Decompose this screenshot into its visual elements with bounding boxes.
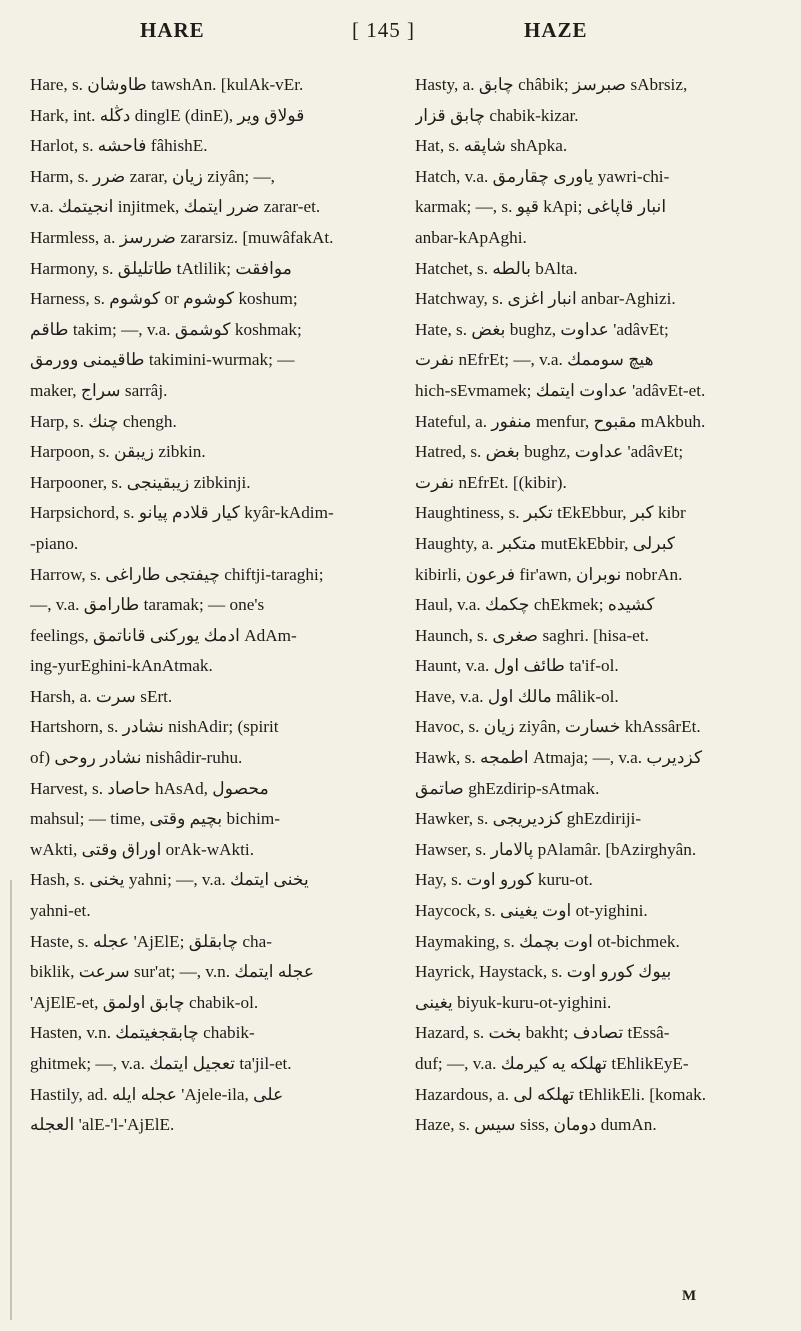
left-column (30, 70, 380, 1141)
dictionary-line: Haul, v.a. ﭼﻜﻤﻚ chEkmek; ﻛﺸﻴﺪﻩ (415, 595, 655, 615)
dictionary-line: wAkti, ﺍﻭﺭﺍﻕ ﻭﻗﺘﻰ orAk-wAkti. (30, 839, 254, 859)
dictionary-line: ﺍﻟﻌﺠﻠﻪ 'alE-'l-'AjElE. (30, 1115, 175, 1135)
dictionary-line: Hay, s. ﻛﻮﺭﻭ ﺍﻭﺕ kuru-ot. (415, 870, 593, 890)
dictionary-line: hich-sEvmamek; ﻋﺪﺍﻭﺕ ﺍﻳﺘﻤﻚ 'adâvEt-et. (415, 380, 706, 400)
dictionary-line: Hatchet, s. ﺑﺎﻟﻄﻪ bAlta. (415, 258, 578, 278)
dictionary-line: ﻃﺎﻗﻢ takim; —, v.a. ﻛﻮﺷﻤﻖ koshmak; (30, 319, 302, 339)
header-right-word: HAZE (524, 18, 588, 42)
dictionary-line: ﻳﻐﻴﻨﻰ biyuk-kuru-ot-yighini. (415, 992, 612, 1012)
dictionary-line: Hark, int. ﺩﯕﻠﻪ dinglE (dinE), ﻗﻮﻟﺎﻕ ﻭﻳﺮ (30, 105, 305, 125)
dictionary-line: duf; —, v.a. ﺗﻬﻠﻜﻪ ﻳﻪ ﻛﻴﺮﻣﻚ tEhlikEyE- (415, 1054, 689, 1073)
dictionary-line: Hawk, s. ﺍﻃﻤﺠﻪ Atmaja; —, v.a. ﻛﺰﺩﻳﺮﺏ (415, 748, 703, 768)
dictionary-line: of) ﻧﺸﺎﺩﺭ ﺭﻭﺣﻰ nishâdir-ruhu. (30, 748, 243, 768)
dictionary-line: Hazard, s. ﺑﺨﺖ bakht; ﺗﺼﺎﺩﻑ tEssâ- (415, 1023, 670, 1043)
dictionary-line: —, v.a. ﻃﺎﺭﺍﻣﻖ taramak; — one's (30, 595, 265, 615)
dictionary-line: Haunch, s. ﺻﻐﺮﻯ saghri. [hisa-et. (415, 625, 649, 645)
dictionary-line: Hawker, s. ﻛﺰﺩﻳﺮﻳﺠﻰ ghEzdiriji- (415, 809, 642, 829)
dictionary-line: ghitmek; —, v.a. ﺗﻌﺠﻴﻞ ﺍﻳﺘﻤﻚ ta'jil-et. (30, 1054, 292, 1073)
dictionary-line: 'AjElE-et, ﭼﺎﺑﻖ ﺍﻭﻟﻤﻖ chabik-ol. (30, 992, 259, 1012)
dictionary-line: Haycock, s. ﺍﻭﺕ ﻳﻐﻴﻨﻰ ot-yighini. (415, 901, 648, 921)
dictionary-line: -piano. (30, 533, 79, 553)
dictionary-line: Hartshorn, s. ﻧﺸﺎﺩﺭ nishAdir; (spirit (30, 717, 279, 737)
dictionary-line: Hate, s. ﺑﻐﺾ bughz, ﻋﺪﺍﻭﺕ 'adâvEt; (415, 319, 669, 339)
dictionary-line: Harness, s. ﻛﻮﺷﻮﻡ or ﻛﻮﺷﻮﻡ koshum; (30, 289, 298, 309)
dictionary-line: Haste, s. ﻋﺠﻠﻪ 'AjElE; ﭼﺎﺑﻘﻠﻖ cha- (30, 931, 272, 951)
right-column (415, 70, 790, 1141)
dictionary-line: Harp, s. ﭼﻨﻚ chengh. (30, 411, 177, 431)
dictionary-line: Hazardous, a. ﺗﻬﻠﻜﻪ ﻟﻰ tEhlikEli. [komak. (415, 1084, 707, 1104)
dictionary-line: Harsh, a. ﺳﺮﺕ sErt. (30, 686, 173, 706)
dictionary-line: karmak; —, s. ﻗﭙﻮ kApi; ﺍﻧﺒﺎﺭ ﻗﺎﭘﺎﻏﻰ (415, 197, 667, 217)
page-number: [ 145 ] (352, 18, 415, 42)
dictionary-line: Harpooner, s. ﺯﻳﺒﻘﻴﻨﺠﻰ zibkinji. (30, 472, 251, 492)
dictionary-line: ing-yurEghini-kAnAtmak. (30, 656, 213, 676)
page-edge-shadow (10, 880, 12, 1320)
dictionary-line: Hateful, a. ﻣﻨﻔﻮﺭ menfur, ﻣﻘﺒﻮﺡ mAkbuh. (415, 411, 706, 431)
dictionary-line: Haughtiness, s. ﺗﻜﺒﺮ tEkEbbur, ﻛﺒﺮ kibr (415, 503, 686, 523)
dictionary-line: Harrow, s. ﭼﻴﻔﺘﺠﻰ ﻃﺎﺭﺍﻏﻰ chiftji-taraghi; (30, 564, 324, 584)
signature-mark: M (682, 1288, 697, 1304)
dictionary-line: mahsul; — time, ﺑﭽﻴﻢ ﻭﻗﺘﻰ bichim- (30, 809, 280, 829)
dictionary-line: Hash, s. ﻳﺨﻨﻰ yahni; —, v.a. ﻳﺨﻨﻰ ﺍﻳﺘﻤﻚ (30, 870, 309, 890)
page-header (0, 18, 801, 48)
dictionary-line: Haunt, v.a. ﻃﺎﺋﻒ ﺍﻭﻝ ta'if-ol. (415, 656, 619, 676)
dictionary-line: Haze, s. ﺳﻴﺲ siss, ﺩﻭﻣﺎﻥ dumAn. (415, 1115, 657, 1135)
dictionary-line: Harlot, s. ﻓﺎﺣﺸﻪ fâhishE. (30, 136, 208, 156)
header-left-word: HARE (140, 18, 205, 42)
dictionary-line: Hasten, v.n. ﭼﺎﺑﻘﺠﻐﻴﺘﻤﻚ chabik- (30, 1023, 255, 1043)
dictionary-line: Hatch, v.a. ﻳﺎﻭﺭﻯ ﭼﻘﺎﺭﻣﻖ yawri-chi- (415, 166, 670, 186)
dictionary-line: Hatchway, s. ﺍﻧﺒﺎﺭ ﺍﻏﺰﻯ anbar-Aghizi. (415, 289, 676, 309)
dictionary-line: Harpoon, s. ﺯﻳﺒﻘﻦ zibkin. (30, 442, 206, 462)
dictionary-line: Hasty, a. ﭼﺎﺑﻖ châbik; ﺻﺒﺮﺳﺰ sAbrsiz, (415, 75, 688, 94)
dictionary-line: Havoc, s. ﺯﻳﺎﻥ ziyân, ﺧﺴﺎﺭﺕ khAssârEt. (415, 717, 701, 737)
dictionary-line: kibirli, ﻓﺮﻋﻮﻥ fir'awn, ﻧﻮﺑﺮﺍﻥ nobrAn. (415, 564, 683, 584)
dictionary-line: anbar-kApAghi. (415, 227, 527, 247)
dictionary-line: Hatred, s. ﺑﻐﺾ bughz, ﻋﺪﺍﻭﺕ 'adâvEt; (415, 442, 684, 462)
dictionary-line: Hare, s. ﻃﺎﻭﺷﺎﻥ tawshAn. [kulAk-vEr. (30, 75, 304, 94)
dictionary-line: biklik, ﺳﺮﻋﺖ sur'at; —, v.n. ﻋﺠﻠﻪ ﺍﻳﺘﻤﻚ (30, 962, 315, 982)
dictionary-line: Harvest, s. ﺣﺎﺻﺎﺩ hAsAd, ﻣﺤﺼﻮﻝ (30, 778, 269, 798)
dictionary-line: ﭼﺎﺑﻖ ﻗﺰﺍﺭ chabik-kizar. (415, 105, 579, 125)
dictionary-line: Harm, s. ﺿﺮﺭ zarar, ﺯﻳﺎﻥ ziyân; —, (30, 166, 275, 186)
dictionary-line: ﺻﺎﺗﻤﻖ ghEzdirip-sAtmak. (415, 778, 600, 798)
dictionary-line: feelings, ﺍﺩﻣﻚ ﻳﻮﺭﻛﻨﻰ ﻗﺎﻧﺎﺗﻤﻖ AdAm- (30, 625, 297, 645)
dictionary-line: Hawser, s. ﭘﺎﻻﻣﺎﺭ pAlamâr. [bAzirghyân. (415, 839, 697, 859)
dictionary-line: Hayrick, Haystack, s. ﺑﻴﻮﻙ ﻛﻮﺭﻭ ﺍﻭﺕ (415, 962, 672, 982)
dictionary-line: ﻧﻔﺮﺕ nEfrEt; —, v.a. ﻫﻴﭻ ﺳﻮﻣﻤﻚ (415, 350, 654, 370)
dictionary-line: Haymaking, s. ﺍﻭﺕ ﺑﭽﻤﻚ ot-bichmek. (415, 931, 680, 951)
dictionary-line: Haughty, a. ﻣﺘﻜﺒﺮ mutEkEbbir, ﻛﺒﺮﻟﻰ (415, 533, 676, 553)
dictionary-line: v.a. ﺍﻧﺠﻴﺘﻤﻚ injitmek, ﺿﺮﺭ ﺍﻳﺘﻤﻚ zarar-et. (30, 197, 321, 217)
dictionary-line: Harpsichord, s. ﻛﻴﺎﺭ ﻗﻼﺩﻡ ﭘﻴﺎﻧﻮ kyâr-kAdim- (30, 503, 334, 523)
dictionary-line: Hat, s. ﺷﺎﭘﻘﻪ shApka. (415, 136, 568, 156)
dictionary-line: maker, ﺳﺮﺍﺝ sarrâj. (30, 380, 168, 400)
dictionary-line: Harmony, s. ﻃﺎﺗﻠﻴﻠﻖ tAtlilik; ﻣﻮﺍﻓﻘﺖ (30, 258, 292, 278)
dictionary-line: Hastily, ad. ﻋﺠﻠﻪ ﺍﻳﻠﻪ 'Ajele-ila, ﻋﻠﻰ (30, 1084, 284, 1104)
dictionary-line: Harmless, a. ﺿﺮﺭﺳﺰ zararsiz. [muwâfakAt. (30, 227, 334, 247)
dictionary-line: Have, v.a. ﻣﺎﻟﻚ ﺍﻭﻝ mâlik-ol. (415, 686, 619, 706)
dictionary-line: ﻃﺎﻗﻴﻤﻨﻰ ﻭﻭﺭﻣﻖ takimini-wurmak; — (30, 350, 295, 370)
dictionary-line: yahni-et. (30, 901, 91, 921)
dictionary-line: ﻧﻔﺮﺕ nEfrEt. [(kibir). (415, 472, 567, 492)
